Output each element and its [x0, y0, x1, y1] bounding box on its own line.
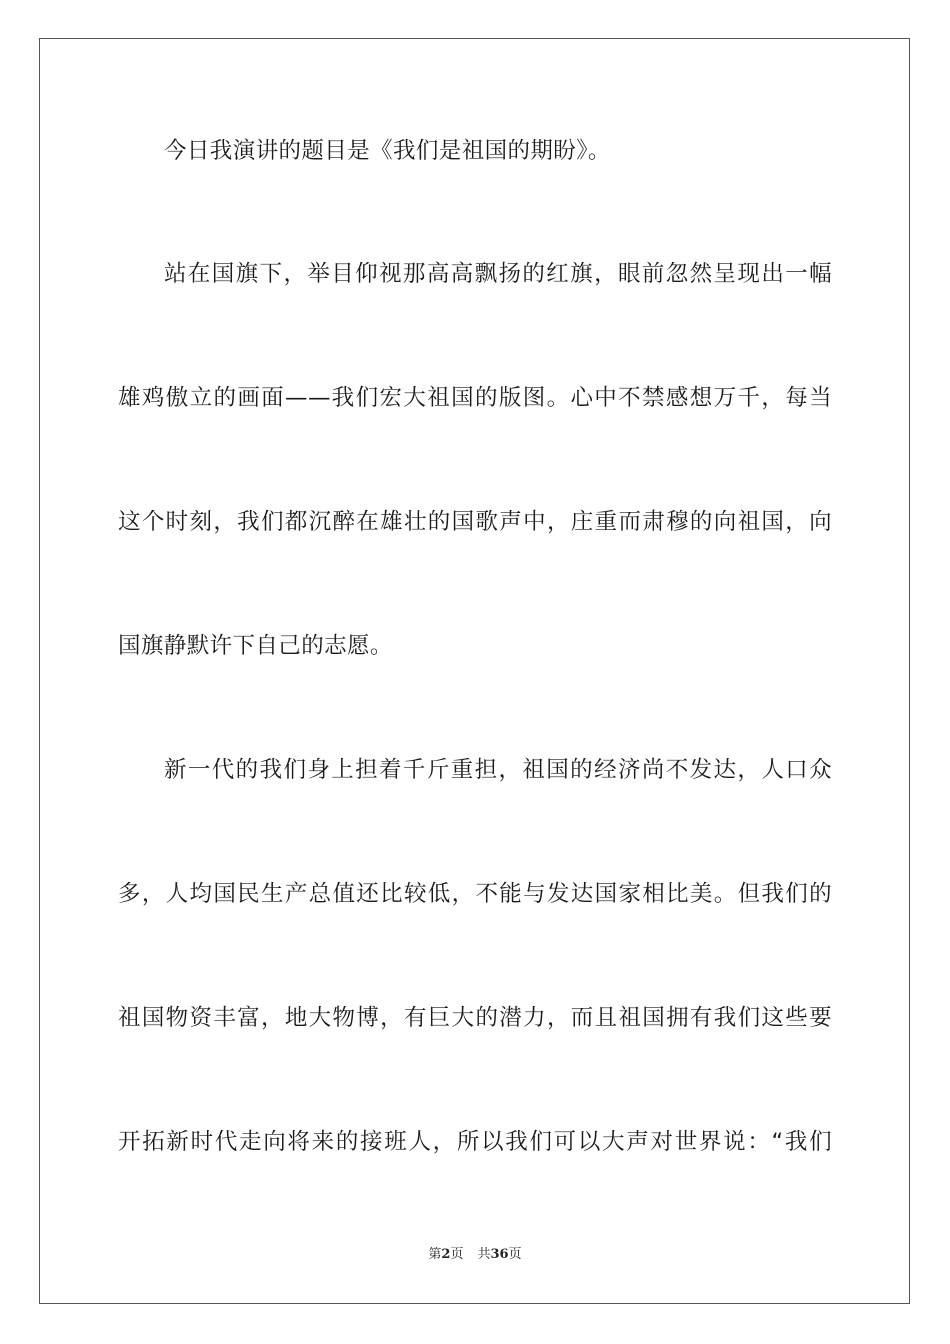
page-footer — [0, 1246, 950, 1264]
paragraph-2-line-1: 站在国旗下，举目仰视那高高飘扬的红旗，眼前忽然呈现出一幅 — [164, 261, 832, 287]
total-suffix: 页 — [508, 1247, 522, 1262]
total-pages: 36 — [490, 1247, 509, 1262]
page-prefix: 第 — [428, 1247, 442, 1262]
paragraph-3-line-3: 祖国物资丰富，地大物博，有巨大的潜力，而且祖国拥有我们这些要 — [118, 1005, 832, 1031]
total-prefix: 共 — [477, 1247, 491, 1262]
paragraph-2-line-2: 雄鸡傲立的画面——我们宏大祖国的版图。心中不禁感想万千，每当 — [118, 385, 832, 411]
page-suffix: 页 — [450, 1247, 464, 1262]
page-number: 2 — [441, 1247, 451, 1262]
paragraph-3-line-2: 多，人均国民生产总值还比较低，不能与发达国家相比美。但我们的 — [118, 881, 832, 907]
paragraph-3-line-4: 开拓新时代走向将来的接班人，所以我们可以大声对世界说：“我们 — [118, 1129, 832, 1155]
paragraph-3-line-1: 新一代的我们身上担着千斤重担，祖国的经济尚不发达，人口众 — [164, 757, 832, 783]
page-frame — [39, 38, 910, 1304]
paragraph-2-line-4: 国旗静默许下自己的志愿。 — [118, 633, 393, 659]
paragraph-1-line-1: 今日我演讲的题目是《我们是祖国的期盼》。 — [164, 138, 611, 164]
paragraph-2-line-3: 这个时刻，我们都沉醉在雄壮的国歌声中，庄重而肃穆的向祖国，向 — [118, 509, 832, 535]
